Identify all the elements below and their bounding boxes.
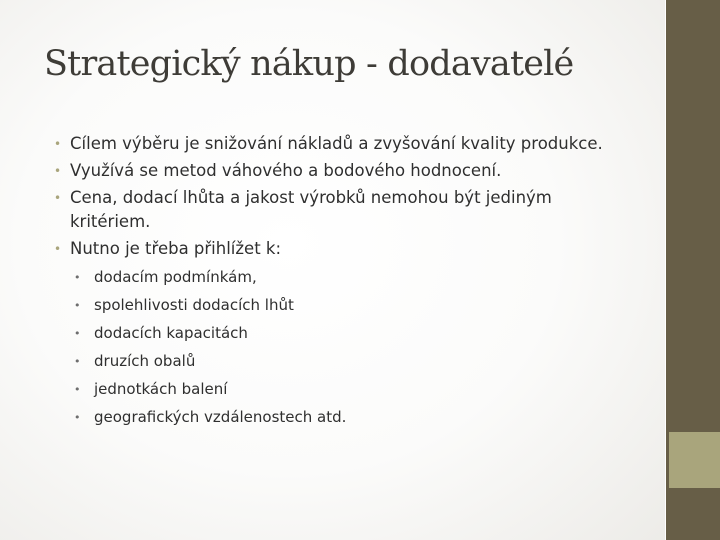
sub-bullet-item (54, 323, 654, 344)
bullet-dot-icon: • (54, 164, 62, 178)
sub-bullet-item (54, 267, 654, 288)
bullet-text: Využívá se metod váhového a bodového hodnocení. (70, 161, 502, 180)
sub-bullet-dot-icon: • (74, 411, 81, 424)
bullet-item (54, 132, 654, 156)
sub-bullet-text: spolehlivosti dodacích lhůt (94, 296, 294, 314)
bullet-dot-icon: • (54, 137, 62, 151)
sub-bullet-text: jednotkách balení (94, 380, 228, 398)
sub-bullet-text: dodacím podmínkám, (94, 268, 257, 286)
sub-bullet-item (54, 351, 654, 372)
sub-bullet-item (54, 407, 654, 428)
bullet-text: Nutno je třeba přihlížet k: (70, 239, 282, 258)
sub-bullet-item (54, 295, 654, 316)
bullet-text: Cílem výběru je snižování nákladů a zvyšování kvality produkce. (70, 134, 603, 153)
sub-bullet-dot-icon: • (74, 299, 81, 312)
sub-bullet-dot-icon: • (74, 271, 81, 284)
sub-bullet-dot-icon: • (74, 355, 81, 368)
bullet-dot-icon: • (54, 191, 62, 205)
bullet-dot-icon: • (54, 242, 62, 256)
sub-bullet-item (54, 379, 654, 400)
accent-block (669, 432, 720, 488)
bullet-text: Cena, dodací lhůta a jakost výrobků nemohou být jediným kritériem. (70, 188, 552, 231)
sub-bullet-text: dodacích kapacitách (94, 324, 248, 342)
sub-bullet-text: druzích obalů (94, 352, 196, 370)
bullet-item (54, 159, 654, 183)
bullet-item (54, 186, 630, 234)
sub-bullet-text: geografických vzdálenostech atd. (94, 408, 347, 426)
sub-bullet-list (54, 267, 654, 428)
bullet-item (54, 237, 654, 261)
sub-bullet-dot-icon: • (74, 383, 81, 396)
sub-bullet-dot-icon: • (74, 327, 81, 340)
slide-content (54, 132, 654, 435)
slide-title: Strategický nákup - dodavatelé (44, 44, 574, 84)
